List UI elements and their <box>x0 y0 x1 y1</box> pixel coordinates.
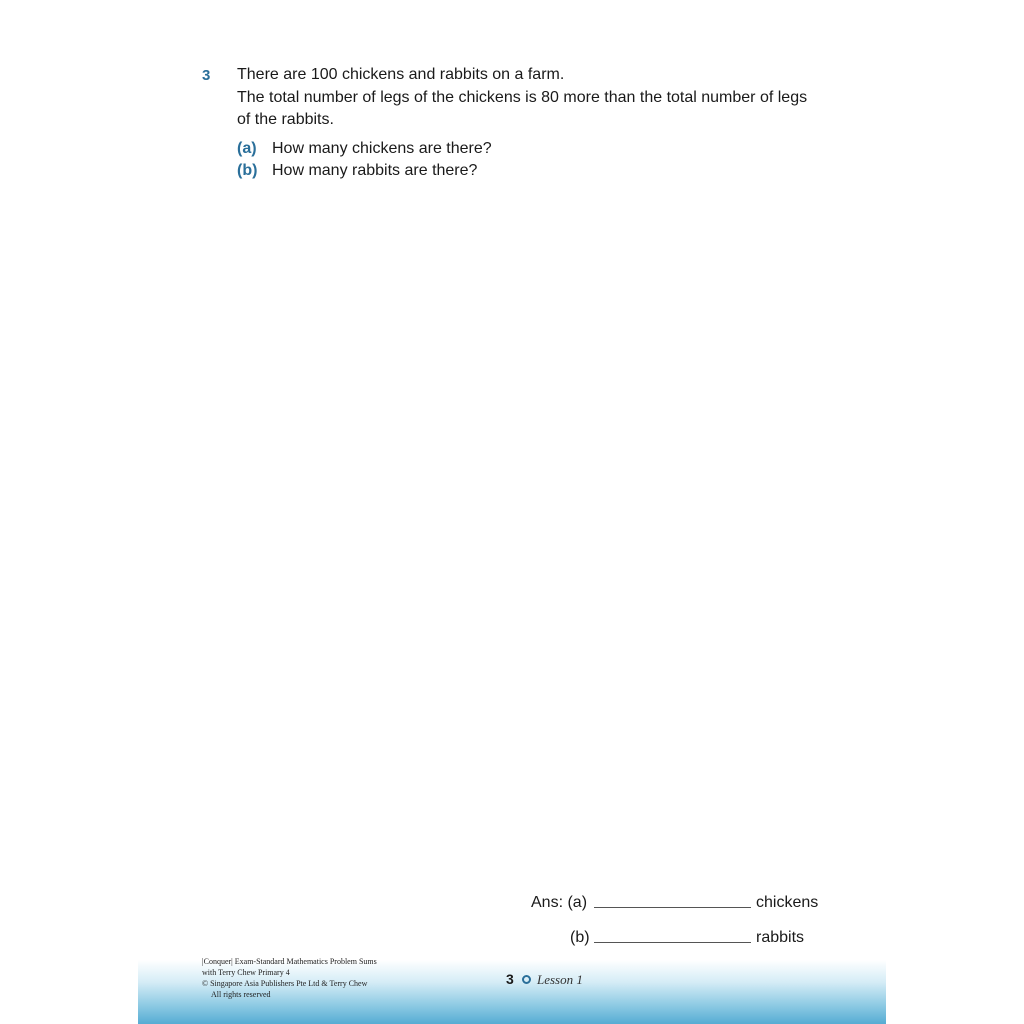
answer-a-blank[interactable] <box>594 907 751 908</box>
part-b-text: How many rabbits are there? <box>272 162 478 179</box>
copyright-line: with Terry Chew Primary 4 <box>202 968 290 977</box>
copyright-line: © Singapore Asia Publishers Pte Ltd & Terry Chew <box>202 979 368 988</box>
question-line-3: of the rabbits. <box>237 111 334 128</box>
answer-a-prefix: Ans: (a) <box>531 894 588 911</box>
answer-b-label: (b) <box>570 929 590 946</box>
circle-bullet-icon <box>522 975 531 984</box>
question-number: 3 <box>202 67 211 84</box>
lesson-label: Lesson 1 <box>537 972 583 987</box>
copyright-line: |Conquer| Exam-Standard Mathematics Problem Sums <box>202 957 377 966</box>
question-line-1: There are 100 chickens and rabbits on a farm. <box>237 66 565 83</box>
answer-b-blank[interactable] <box>594 942 751 943</box>
page-number: 3 <box>506 971 514 987</box>
copyright-notice <box>202 956 377 1000</box>
answer-b-unit: rabbits <box>756 929 805 946</box>
answer-a-unit: chickens <box>756 894 819 911</box>
worksheet-page <box>138 0 886 1024</box>
part-a-label: (a) <box>237 140 257 157</box>
part-a-text: How many chickens are there? <box>272 140 492 157</box>
question-line-2: The total number of legs of the chickens is 80 more than the total number of legs <box>237 89 808 106</box>
part-b-label: (b) <box>237 162 258 179</box>
copyright-line: All rights reserved <box>211 990 271 999</box>
